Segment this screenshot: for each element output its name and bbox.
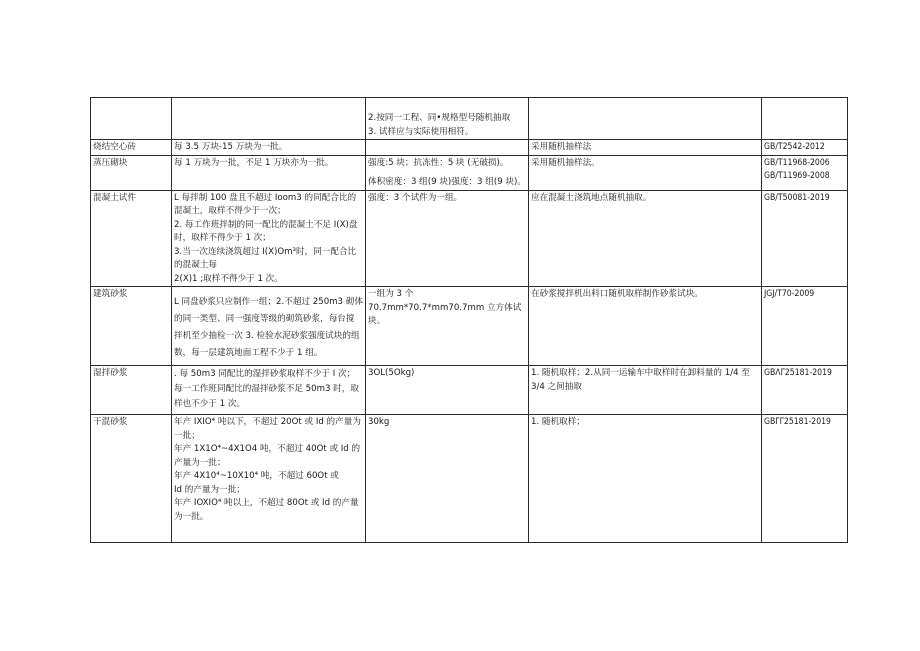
material-name-cell (91, 190, 172, 287)
sample-quantity-cell (366, 190, 529, 287)
material-name-cell (91, 155, 172, 190)
standard-code-cell (762, 366, 848, 415)
cell-text: 2.按同一工程、同•规格型号随机抽取 (368, 113, 511, 123)
table-row (91, 415, 848, 543)
cell-text: 混凝土试件 (93, 192, 136, 203)
cell-text: GB/T50081-2019 (764, 192, 830, 203)
material-name-cell (91, 287, 172, 366)
sampling-method-cell (529, 190, 762, 287)
cell-text: 1. 随机取样；2.从同一运输车中取样时在卸料量的 1/4 至 3/4 之间抽取 (531, 368, 750, 392)
cell-text: . 每 50m3 同配比的湿拌砂浆取样不少于 I 次；每一工作班同配比的湿拌砂浆不足 50m3 时，取样也不少于 1 次。 (174, 369, 359, 409)
cell-text: 每 3.5 万块-15 万块为一批。 (174, 142, 288, 152)
table-row (91, 98, 848, 140)
material-name-cell (91, 98, 172, 140)
table-row (91, 155, 848, 190)
table-body (91, 98, 848, 543)
cell-text: JGJ/T70-2009 (764, 289, 815, 299)
standard-code-cell (762, 190, 848, 287)
batch-rule-cell (172, 287, 366, 366)
cell-text: GB/T11968-2006 (764, 157, 830, 168)
cell-text: GBΓΓ25181-2019 (764, 417, 831, 427)
cell-text: 采用随机抽样法 (531, 142, 592, 152)
specification-table (90, 97, 848, 543)
cell-text: 强度:5 块；抗冻性：5 块 (无破损)。 (368, 157, 509, 168)
cell-text: GBΛΓ25181-2019 (764, 368, 832, 378)
cell-text: 烧结空心砖 (93, 142, 136, 152)
cell-text: L 每拌制 100 盘且不超过 Ioom3 的同配合比的混凝土，取样不得少于一次； (174, 192, 357, 216)
sample-quantity-cell (366, 287, 529, 366)
sample-quantity-cell (366, 415, 529, 543)
batch-rule-cell (172, 155, 366, 190)
standard-code-cell (762, 415, 848, 543)
batch-rule-cell (172, 415, 366, 543)
table-row (91, 190, 848, 287)
cell-text: 30kg (368, 417, 390, 427)
cell-text: 1. 随机取样； (531, 417, 585, 427)
batch-rule-cell (172, 98, 366, 140)
cell-text: 年产 IXIO⁴ 吨以下，不超过 20Ot 或 Id 的产量为一批； (174, 417, 361, 441)
sample-quantity-cell (366, 140, 529, 156)
standard-code-cell (762, 98, 848, 140)
batch-rule-cell (172, 190, 366, 287)
cell-text: 3. 试样应与实际使用相符。 (368, 126, 474, 137)
batch-rule-cell (172, 140, 366, 156)
sampling-method-cell (529, 366, 762, 415)
cell-text: 应在混凝土浇筑地点随机抽取。 (531, 192, 652, 203)
sampling-method-cell (529, 140, 762, 156)
sample-quantity-cell (366, 366, 529, 415)
standard-code-cell (762, 140, 848, 156)
material-name-cell (91, 366, 172, 415)
cell-text: L 同盘砂浆只应制作一组；2.不超过 250m3 砌体的同一类型、同一强度等级的砌筑砂浆，每台搅拌机至少抽检一次 3. 检验水泥砂浆强度试块的组数，每一层建筑地面工程不少于 1 组。 (174, 297, 363, 358)
material-name-cell (91, 415, 172, 543)
batch-rule-cell (172, 366, 366, 415)
sampling-method-cell (529, 287, 762, 366)
cell-text: 每 1 万块为一批，不足 1 万块亦为一批。 (174, 157, 334, 168)
sampling-method-cell (529, 415, 762, 543)
cell-text: 干混砂浆 (93, 417, 128, 427)
table-row (91, 287, 848, 366)
standard-code-cell (762, 155, 848, 190)
cell-text: 2(X)1 ;取样不得少于 1 次。 (174, 273, 283, 284)
cell-text: 湿拌砂浆 (93, 368, 128, 378)
cell-text: GB/T11969-2008 (764, 171, 830, 181)
cell-text: 采用随机抽样法。 (531, 157, 600, 168)
table-row (91, 140, 848, 156)
standard-code-cell (762, 287, 848, 366)
cell-text: 3OL(5Okg) (368, 368, 415, 378)
cell-text: 一组为 3 个 (368, 289, 414, 299)
material-name-cell (91, 140, 172, 156)
cell-text: 年产 4X10⁴~10X10⁴ 吨，不超过 60Ot 或 (174, 471, 339, 481)
cell-text: 建筑砂浆 (93, 289, 128, 299)
cell-text: 蒸压砌块 (93, 157, 128, 168)
sampling-method-cell (529, 155, 762, 190)
cell-text: 体积密度：3 组(9 块)强度：3 组(9 块)。 (368, 177, 526, 187)
cell-text: 年产 1X1O⁴~4X1O4 吨，不超过 40Ot 或 Id 的产量为一批； (174, 444, 361, 468)
cell-text: 强度：3 个试件为一组。 (368, 192, 463, 203)
cell-text: 在砂浆搅拌机出料口随机取样制作砂浆试块。 (531, 289, 703, 299)
cell-text: GB/T2542-2012 (764, 142, 825, 152)
cell-text: 2. 每工作班拌制的同一配比的混凝土不足 I(X)盘时，取样不得少于 1 次； (174, 219, 358, 243)
sample-quantity-cell (366, 155, 529, 190)
cell-text: 年产 IOXIO⁴ 吨以上，不超过 80Ot 或 Id 的产量为一批。 (174, 498, 359, 522)
sample-quantity-cell (366, 98, 529, 140)
cell-text: 3.当一次连续浇筑超过 I(X)Om³时，同一配合比的混凝土每 (174, 246, 357, 270)
table-row (91, 366, 848, 415)
cell-text: 70.7mm*70.7*mm70.7mm 立方体试块。 (368, 302, 522, 326)
cell-text: Id 的产量为一批； (174, 484, 245, 495)
sampling-method-cell (529, 98, 762, 140)
